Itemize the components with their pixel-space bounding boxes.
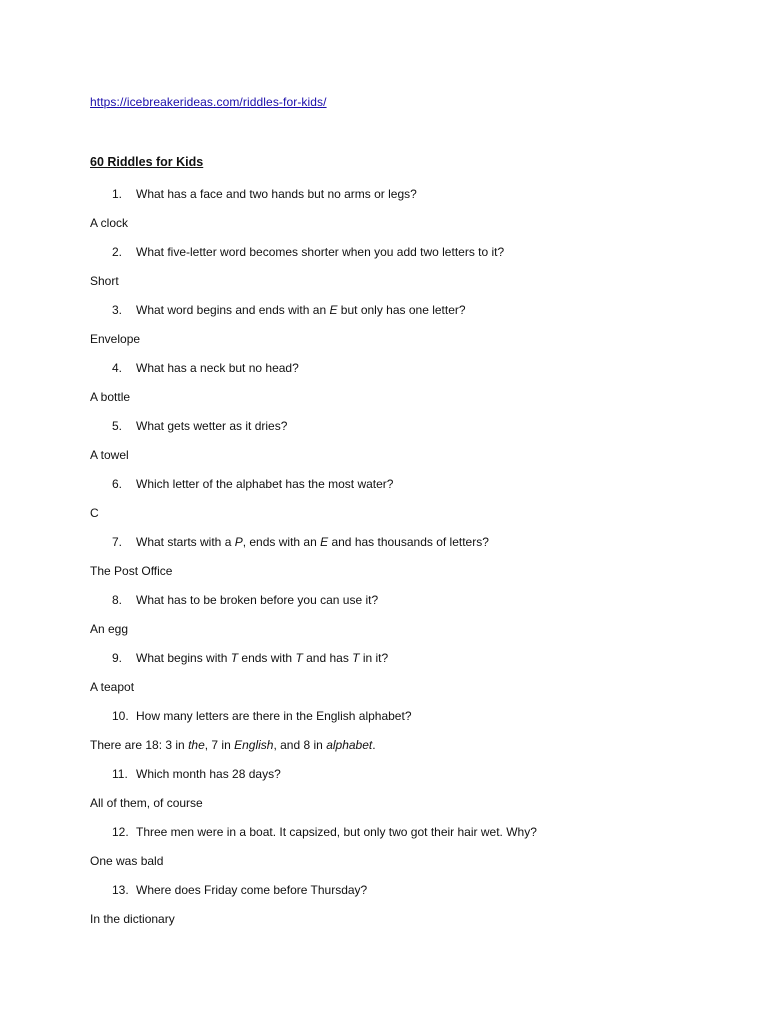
riddle-question: [0, 706, 700, 726]
riddle-question: [0, 474, 700, 494]
riddle-answer: [90, 387, 130, 407]
answer-segment: C: [90, 506, 99, 520]
riddle-answer: [90, 677, 134, 697]
question-segment: What has to be broken before you can use it?: [136, 593, 379, 607]
source-link[interactable]: https://icebreakerideas.com/riddles-for-kids/: [90, 95, 327, 109]
question-segment: What five-letter word becomes shorter when you add two letters to it?: [136, 245, 505, 259]
riddle-item: [0, 880, 768, 938]
riddle-question-text: [136, 706, 412, 726]
riddle-number: 6.: [112, 477, 123, 491]
riddle-item: [0, 706, 768, 764]
question-segment: P: [234, 535, 243, 549]
riddle-question-text: [136, 590, 378, 610]
question-segment: Which letter of the alphabet has the most water?: [136, 477, 394, 491]
answer-segment: A towel: [90, 448, 129, 462]
riddle-question-text: [136, 184, 417, 204]
riddle-question: [0, 358, 700, 378]
question-segment: E: [320, 535, 329, 549]
riddle-question: [0, 648, 700, 668]
answer-segment: There are 18: 3 in: [90, 738, 189, 752]
question-segment: E: [329, 303, 338, 317]
riddle-item: [0, 300, 768, 358]
question-segment: What word begins and ends with an: [136, 303, 330, 317]
riddle-question-text: [136, 300, 466, 320]
question-segment: in it?: [359, 651, 389, 665]
answer-segment: An egg: [90, 622, 129, 636]
riddle-answer: [90, 619, 128, 639]
riddle-item: [0, 764, 768, 822]
question-segment: What has a neck but no head?: [136, 361, 299, 375]
riddle-list: [0, 184, 768, 938]
question-segment: and has: [302, 651, 353, 665]
riddle-question-text: [136, 358, 299, 378]
riddle-question: [0, 184, 700, 204]
answer-segment: , and 8 in: [273, 738, 327, 752]
answer-segment: Short: [90, 274, 119, 288]
answer-segment: In the dictionary: [90, 912, 175, 926]
riddle-question-text: [136, 474, 393, 494]
question-segment: T: [230, 651, 239, 665]
riddle-question-text: [136, 532, 489, 552]
riddle-question: [0, 242, 700, 262]
riddle-item: [0, 358, 768, 416]
question-segment: What begins with: [136, 651, 231, 665]
answer-segment: A bottle: [90, 390, 131, 404]
riddle-number: 3.: [112, 303, 123, 317]
riddle-number: 2.: [112, 245, 123, 259]
riddle-answer: [90, 213, 128, 233]
answer-segment: , 7 in: [204, 738, 235, 752]
answer-segment: alphabet: [326, 738, 373, 752]
riddle-question-text: [136, 764, 281, 784]
question-segment: but only has one letter?: [337, 303, 466, 317]
riddle-item: [0, 532, 768, 590]
question-segment: T: [295, 651, 303, 665]
answer-segment: Envelope: [90, 332, 141, 346]
question-segment: ends with: [238, 651, 296, 665]
riddle-item: [0, 474, 768, 532]
question-segment: and has thousands of letters?: [328, 535, 489, 549]
riddle-item: [0, 590, 768, 648]
riddle-item: [0, 242, 768, 300]
riddle-number: 10.: [112, 709, 129, 723]
riddle-question-text: [136, 648, 388, 668]
question-segment: , ends with an: [242, 535, 321, 549]
question-segment: Which month has 28 days?: [136, 767, 281, 781]
riddle-question-text: [136, 242, 504, 262]
answer-segment: A clock: [90, 216, 129, 230]
riddle-answer: [90, 329, 140, 349]
riddle-number: 11.: [112, 767, 128, 781]
riddle-question: [0, 764, 700, 784]
riddle-answer: [90, 909, 175, 929]
question-segment: What gets wetter as it dries?: [136, 419, 288, 433]
riddle-answer: [90, 445, 129, 465]
riddle-question: [0, 416, 700, 436]
riddle-number: 7.: [112, 535, 123, 549]
answer-segment: English: [234, 738, 274, 752]
riddle-number: 4.: [112, 361, 123, 375]
riddle-answer: [90, 793, 203, 813]
answer-segment: All of them, of course: [90, 796, 203, 810]
riddle-answer: [90, 271, 119, 291]
riddle-question: [0, 300, 700, 320]
riddle-item: [0, 648, 768, 706]
question-segment: How many letters are there in the English alphabet?: [136, 709, 412, 723]
answer-segment: The Post Office: [90, 564, 173, 578]
riddle-number: 9.: [112, 651, 123, 665]
riddle-item: [0, 184, 768, 242]
riddle-item: [0, 822, 768, 880]
riddle-number: 12.: [112, 825, 129, 839]
riddle-answer: [90, 503, 99, 523]
answer-segment: the: [188, 738, 205, 752]
question-segment: T: [352, 651, 360, 665]
riddle-answer: [90, 735, 376, 755]
riddle-answer: [90, 561, 172, 581]
riddle-question: [0, 532, 700, 552]
riddle-question: [0, 590, 700, 610]
riddle-question: [0, 822, 700, 842]
question-segment: Three men were in a boat. It capsized, but only two got their hair wet. Why?: [136, 825, 537, 839]
riddle-question-text: [136, 416, 287, 436]
riddle-question-text: [136, 880, 367, 900]
question-segment: Where does Friday come before Thursday?: [136, 883, 368, 897]
question-segment: What has a face and two hands but no arms or legs?: [136, 187, 417, 201]
document-title: 60 Riddles for Kids: [90, 155, 204, 169]
riddle-item: [0, 416, 768, 474]
riddle-answer: [90, 851, 163, 871]
answer-segment: One was bald: [90, 854, 164, 868]
question-segment: What starts with a: [136, 535, 235, 549]
answer-segment: .: [372, 738, 376, 752]
riddle-number: 5.: [112, 419, 123, 433]
riddle-number: 1.: [112, 187, 123, 201]
answer-segment: A teapot: [90, 680, 135, 694]
riddle-number: 8.: [112, 593, 123, 607]
riddle-number: 13.: [112, 883, 129, 897]
riddle-question-text: [136, 822, 537, 842]
riddle-question: [0, 880, 700, 900]
